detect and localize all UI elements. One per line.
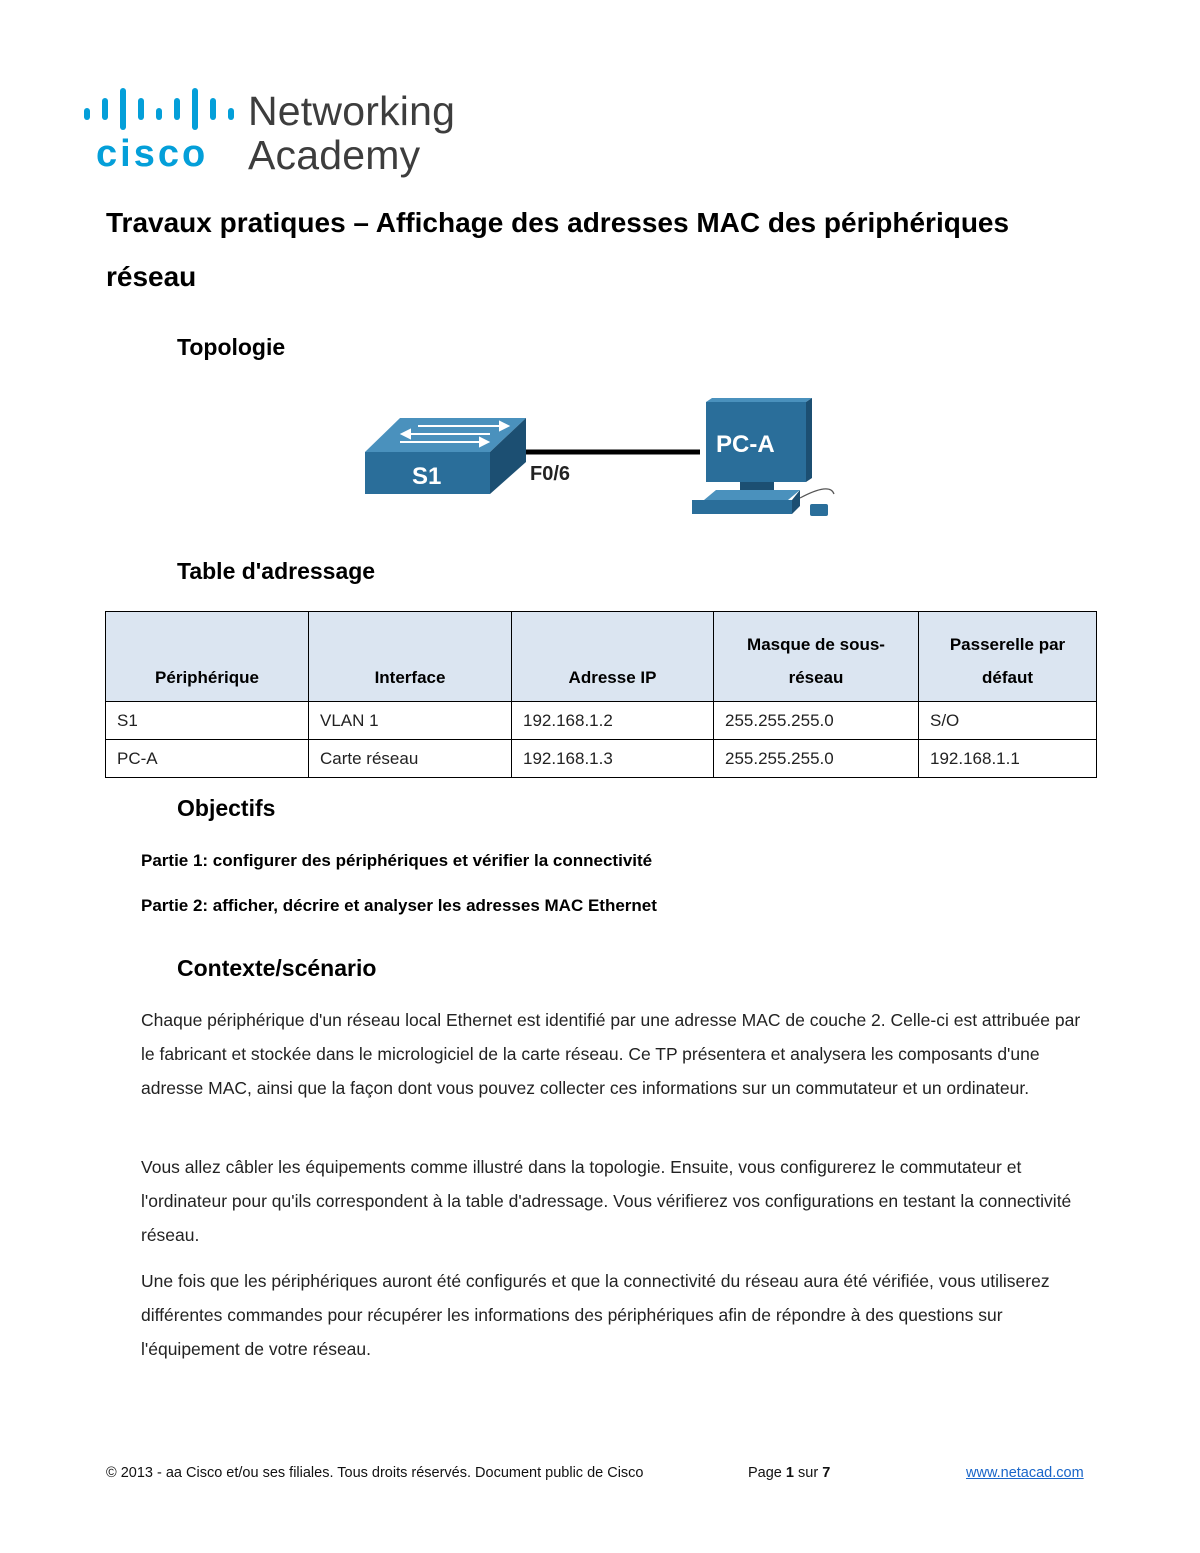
- context-paragraph: Chaque périphérique d'un réseau local Ethernet est identifié par une adresse MAC de couche 2. Celle-ci est attribuée par le fabricant et stockée dans le micrologiciel de la carte réseau. Ce TP présentera et analysera les composants d'une adresse MAC, ainsi que la façon dont vous pouvez collecter ces informations sur un commutateur et un ordinateur.: [141, 1010, 1081, 1098]
- topology-diagram: [360, 396, 850, 526]
- interface-label: F0/6: [530, 463, 571, 485]
- switch-label: S1: [412, 463, 442, 490]
- page-current: 1: [785, 1465, 794, 1481]
- table-row: [106, 740, 1097, 778]
- objective-item: Partie 1: configurer des périphériques et vérifier la connectivité: [141, 851, 653, 870]
- section-heading-topology: Topologie: [177, 334, 286, 360]
- page-title: Travaux pratiques – Affichage des adresses MAC des périphériques réseau: [106, 207, 1010, 292]
- context-paragraph: Une fois que les périphériques auront été configurés et que la connectivité du réseau aura été vérifiée, vous utiliserez différentes commandes pour récupérer les informations des périphériques afin de répondre à des questions sur l'équipement de votre réseau.: [141, 1271, 1050, 1359]
- context-paragraph: Vous allez câbler les équipements comme illustré dans la topologie. Ensuite, vous configurerez le commutateur et l'ordinateur pour qu'ils correspondent à la table d'adressage. Vous vérifierez vos configurations en testant la connectivité réseau.: [141, 1157, 1072, 1245]
- pc-label: PC-A: [716, 431, 775, 458]
- section-heading-context: Contexte/scénario: [177, 955, 377, 981]
- logo-line-networking: Networking: [248, 88, 456, 134]
- table-header-cell: Périphérique: [106, 612, 309, 702]
- table-cell: S/O: [919, 702, 1097, 740]
- table-cell: 192.168.1.2: [512, 702, 714, 740]
- addressing-table: [105, 611, 1097, 778]
- footer-page-number: [748, 1465, 830, 1481]
- table-cell: VLAN 1: [309, 702, 512, 740]
- logo-line-academy: Academy: [248, 132, 421, 178]
- cisco-logo-icon: [82, 86, 242, 182]
- footer-copyright: © 2013 - aa Cisco et/ou ses filiales. Tous droits réservés. Document public de Cisco: [106, 1465, 644, 1481]
- page-sep: sur: [798, 1465, 819, 1481]
- table-cell: 255.255.255.0: [714, 740, 919, 778]
- footer-website-link[interactable]: www.netacad.com: [966, 1465, 1084, 1481]
- objective-item: Partie 2: afficher, décrire et analyser les adresses MAC Ethernet: [141, 896, 657, 915]
- table-cell: S1: [106, 702, 309, 740]
- page-prefix: Page: [748, 1465, 782, 1481]
- cisco-wordmark: cisco: [96, 133, 209, 175]
- table-header-cell: Masque de sous-réseau: [714, 612, 919, 702]
- table-header-row: [106, 612, 1097, 702]
- table-header-cell: Interface: [309, 612, 512, 702]
- table-cell: 192.168.1.1: [919, 740, 1097, 778]
- cisco-networking-academy-logo: [82, 86, 482, 182]
- table-header-cell: Adresse IP: [512, 612, 714, 702]
- section-heading-addressing-table: Table d'adressage: [177, 558, 376, 584]
- table-cell: Carte réseau: [309, 740, 512, 778]
- table-row: [106, 702, 1097, 740]
- table-cell: PC-A: [106, 740, 309, 778]
- section-heading-objectives: Objectifs: [177, 795, 276, 821]
- table-header-cell: Passerelle par défaut: [919, 612, 1097, 702]
- switch-icon: [365, 418, 526, 494]
- page-total: 7: [822, 1465, 831, 1481]
- pc-icon: [692, 398, 834, 516]
- table-cell: 192.168.1.3: [512, 740, 714, 778]
- table-cell: 255.255.255.0: [714, 702, 919, 740]
